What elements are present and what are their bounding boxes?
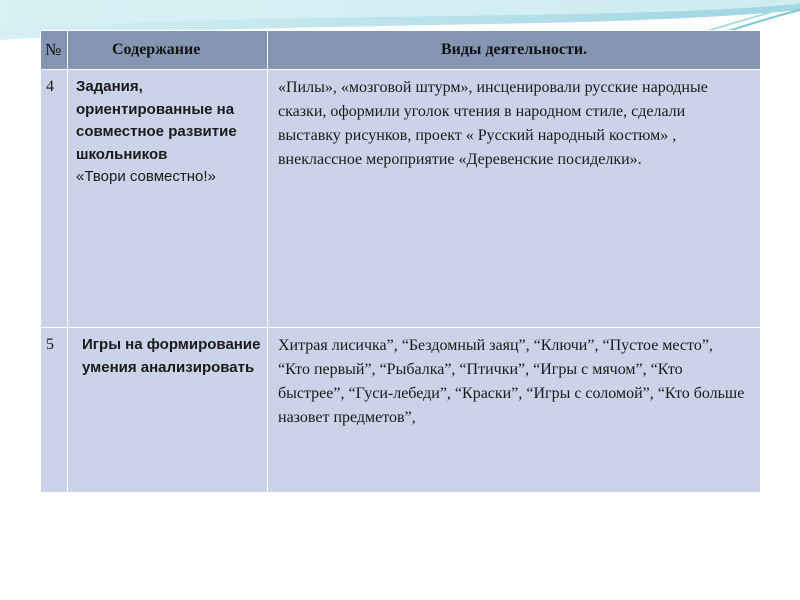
row-content <box>68 328 268 493</box>
row-activities: «Пилы», «мозговой штурм», инсценировали русские народные сказки, оформили уголок чтения в народном стиле, сделали выставку рисунков, проект « Русский народный костюм» , внеклассное мероприятие «Деревенские посиделки». <box>268 70 761 328</box>
row-number: 5 <box>41 328 68 493</box>
row-content-title: Задания, ориентированные на совместное развитие школьников <box>76 78 237 163</box>
table-header-row <box>41 31 761 70</box>
header-activities: Виды деятельности. <box>268 31 761 70</box>
activities-table <box>40 30 761 493</box>
row-activities: Хитрая лисичка”, “Бездомный заяц”, “Ключи”, “Пустое место”, “Кто первый”, “Рыбалка”, “Птички”, “Игры с мячом”, “Кто быстрее”, “Гуси-лебеди”, “Краски”, “Игры с соломой”, “Кто больше назовет предметов”, <box>268 328 761 493</box>
table-row <box>41 328 761 493</box>
row-content-subtitle: «Твори совместно!» <box>76 168 216 185</box>
row-content-title: Игры на формирование умения анализировать <box>82 336 261 376</box>
header-content: Содержание <box>68 31 268 70</box>
row-number: 4 <box>41 70 68 328</box>
header-number: № <box>41 31 68 70</box>
row-content <box>68 70 268 328</box>
table-row <box>41 70 761 328</box>
